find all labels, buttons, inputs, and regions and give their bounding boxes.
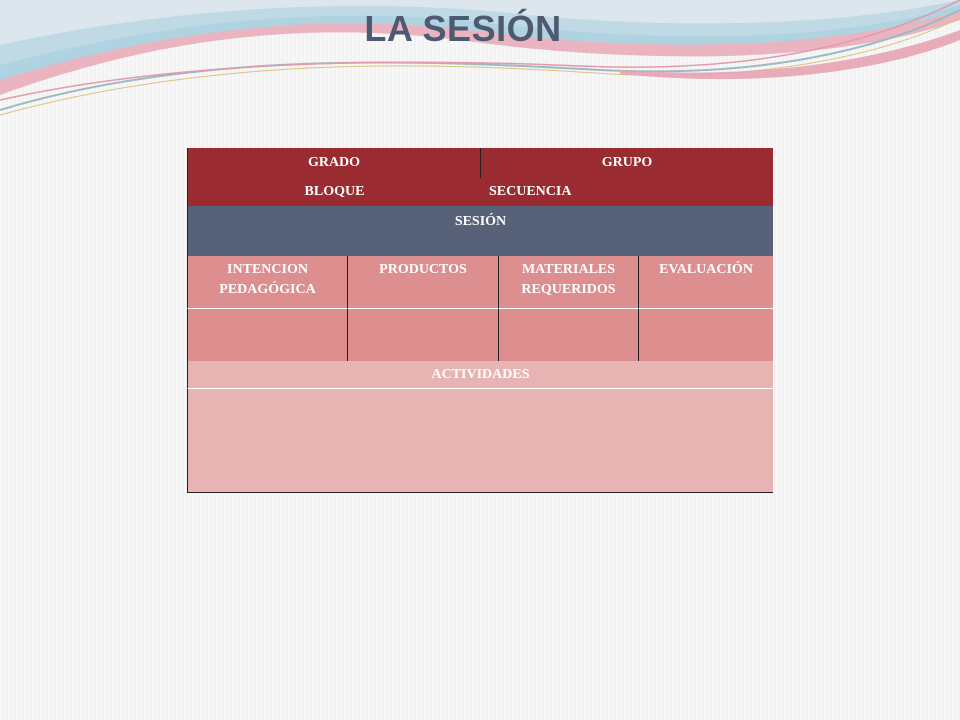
slide-title: LA SESIÓN bbox=[364, 8, 562, 49]
cell-bloque: BLOQUE bbox=[187, 178, 481, 206]
cell-evaluacion: EVALUACIÓN bbox=[639, 256, 773, 309]
cell-grado: GRADO bbox=[187, 148, 481, 178]
cell-productos: PRODUCTOS bbox=[348, 256, 499, 309]
cell-grupo: GRUPO bbox=[481, 148, 773, 178]
cell-actividades: ACTIVIDADES bbox=[187, 361, 773, 389]
session-table bbox=[187, 148, 773, 493]
cell-evaluacion-value bbox=[639, 309, 773, 361]
cell-secuencia: SECUENCIA bbox=[481, 178, 773, 206]
cell-intencion-pedagogica: INTENCION PEDAGÓGICA bbox=[187, 256, 348, 309]
cell-materiales-requeridos: MATERIALES REQUERIDOS bbox=[499, 256, 639, 309]
cell-materiales-value bbox=[499, 309, 639, 361]
cell-intencion-value bbox=[187, 309, 348, 361]
cell-actividades-content bbox=[187, 389, 773, 493]
cell-sesion: SESIÓN bbox=[187, 206, 773, 256]
cell-productos-value bbox=[348, 309, 499, 361]
